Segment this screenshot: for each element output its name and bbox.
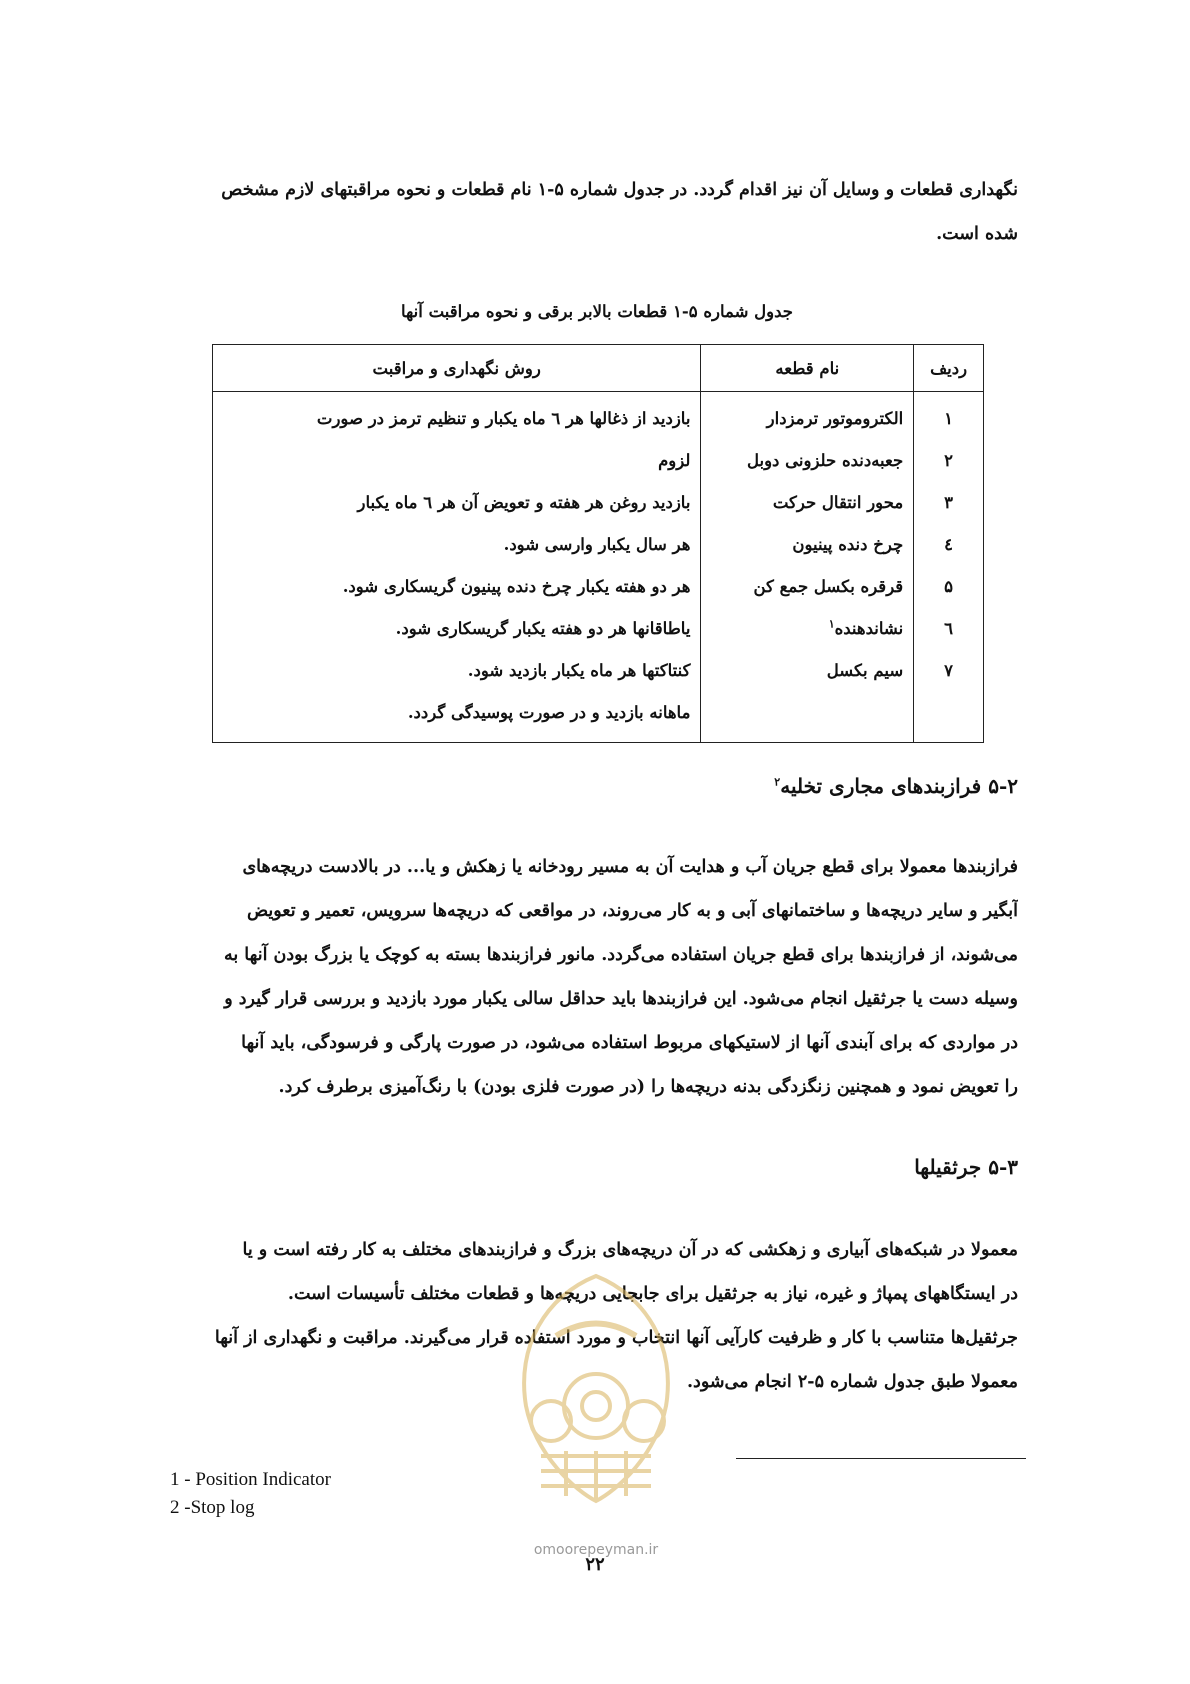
row-number: ٤ [944, 535, 954, 554]
method-line: ماهانه بازدید و در صورت پوسیدگی گردد. [407, 703, 691, 722]
paragraph-line: شده است. [936, 224, 1018, 244]
paragraph-line: معمولا در شبکه‌های آبیاری و زهکشی که در آن دریچه‌های بزرگ و فرازبندهای مختلف به کار رفته است و یا [242, 1240, 1018, 1260]
footnotes [170, 1466, 331, 1522]
method-line: لزوم [658, 451, 691, 470]
row-number: ۵ [944, 577, 954, 596]
paragraph-line: در ایستگاههای پمپاژ و غیره، نیاز به جرثقیل برای جابجایی دریچه‌ها و قطعات مختلف تأسیسات است. [287, 1284, 1018, 1304]
part-name: سیم بکسل [826, 661, 904, 680]
part-name: قرقره بکسل جمع کن [753, 577, 904, 596]
row-number: ٦ [944, 619, 954, 638]
table-caption: جدول شماره ۵-۱ قطعات بالابر برقی و نحوه مراقبت آنها [401, 302, 793, 321]
page-number: ۲۲ [585, 1554, 605, 1575]
paragraph-line: معمولا طبق جدول شماره ۵-۲ انجام می‌شود. [686, 1372, 1018, 1392]
method-line: کنتاکتها هر ماه یکبار بازدید شود. [467, 661, 691, 680]
row-number: ۱ [944, 409, 954, 428]
method-line: هر دو هفته یکبار چرخ دنده پینیون گریسکاری شود. [342, 577, 691, 596]
watermark-site-url: omoorepeyman.ir [533, 1542, 659, 1558]
header-part-name: نام قطعه [701, 345, 914, 392]
section-heading-stop-logs [172, 774, 1018, 798]
footnote: 2 -Stop log [170, 1497, 255, 1518]
paragraph-line: در مواردی که برای آبندی آنها از لاستیکهای مربوط استفاده می‌شود، در صورت پارگی و فرسودگی، باید آنها [241, 1033, 1018, 1053]
method-line: بازدید روغن هر هفته و تعویض آن هر ٦ ماه یکبار [357, 493, 691, 512]
header-maintenance-method: روش نگهداری و مراقبت [213, 345, 701, 392]
paragraph-line: فرازبندها معمولا برای قطع جریان آب و هدایت آن به مسیر رودخانه یا زهکش و یا... در بالادست دریچه‌های [242, 857, 1018, 877]
method-line: هر سال یکبار وارسی شود. [503, 535, 691, 554]
paragraph-line: نگهداری قطعات و وسایل آن نیز اقدام گردد. در جدول شماره ۵-۱ نام قطعات و نحوه مراقبتهای لازم مشخص [221, 180, 1018, 200]
footnote-mark: ۲ [774, 775, 781, 789]
intro-paragraph [172, 168, 1018, 256]
row-number-column [914, 392, 984, 743]
parts-maintenance-table [212, 344, 984, 743]
row-number: ۷ [944, 661, 954, 680]
paragraph-line: آبگیر و سایر دریچه‌ها و ساختمانهای آبی و به کار می‌روند، در مواقعی که دریچه‌ها سرویس، تعمیر و تعویض [246, 901, 1018, 921]
stop-logs-paragraph [172, 845, 1018, 1109]
part-name: نشاندهنده [834, 619, 904, 638]
row-number: ۲ [944, 451, 954, 470]
heading-text: ۵-۲ فرازبندهای مجاری تخلیه [780, 774, 1018, 798]
paragraph-line: جرثقیل‌ها متناسب با کار و ظرفیت کارآیی آنها انتخاب و مورد استفاده قرار می‌گیرند. مراقبت و نگهداری از آنها [214, 1328, 1018, 1348]
section-heading-cranes: ۵-۳ جرثقیلها [914, 1155, 1018, 1179]
watermark-logo-icon [496, 1256, 696, 1516]
paragraph-line: می‌شوند، از فرازبندها برای قطع جریان استفاده می‌گردد. مانور فرازبندها بسته به کوچک یا بزرگ بودن آنها به [223, 945, 1018, 965]
footnote-mark: ۱ [828, 617, 835, 631]
method-line: بازدید از ذغالها هر ٦ ماه یکبار و تنظیم ترمز در صورت [316, 409, 691, 428]
paragraph-line: را تعویض نمود و همچنین زنگزدگی بدنه دریچه‌ها را (در صورت فلزی بودن) با رنگ‌آمیزی برطرف کرد. [278, 1077, 1018, 1097]
footnote: 1 - Position Indicator [170, 1469, 331, 1490]
part-name: جعبه‌دنده حلزونی دوبل [746, 451, 904, 470]
part-name-column [701, 392, 914, 743]
part-name: محور انتقال حرکت [772, 493, 904, 512]
maintenance-method-column [213, 392, 701, 743]
table-body-row [213, 392, 984, 743]
part-name: الکتروموتور ترمزدار [766, 409, 904, 428]
table-header-row [213, 345, 984, 392]
part-name: چرخ دنده پینیون [792, 535, 904, 554]
part-name-with-footnote [709, 608, 903, 650]
footnote-separator [736, 1458, 1026, 1459]
header-row-number: ردیف [914, 345, 984, 392]
method-line: یاطاقانها هر دو هفته یکبار گریسکاری شود. [395, 619, 691, 638]
paragraph-line: وسیله دست یا جرثقیل انجام می‌شود. این فرازبندها باید حداقل سالی یکبار مورد بازدید و بررسی قرار گیرد و [224, 989, 1018, 1009]
row-number: ۳ [944, 493, 954, 512]
